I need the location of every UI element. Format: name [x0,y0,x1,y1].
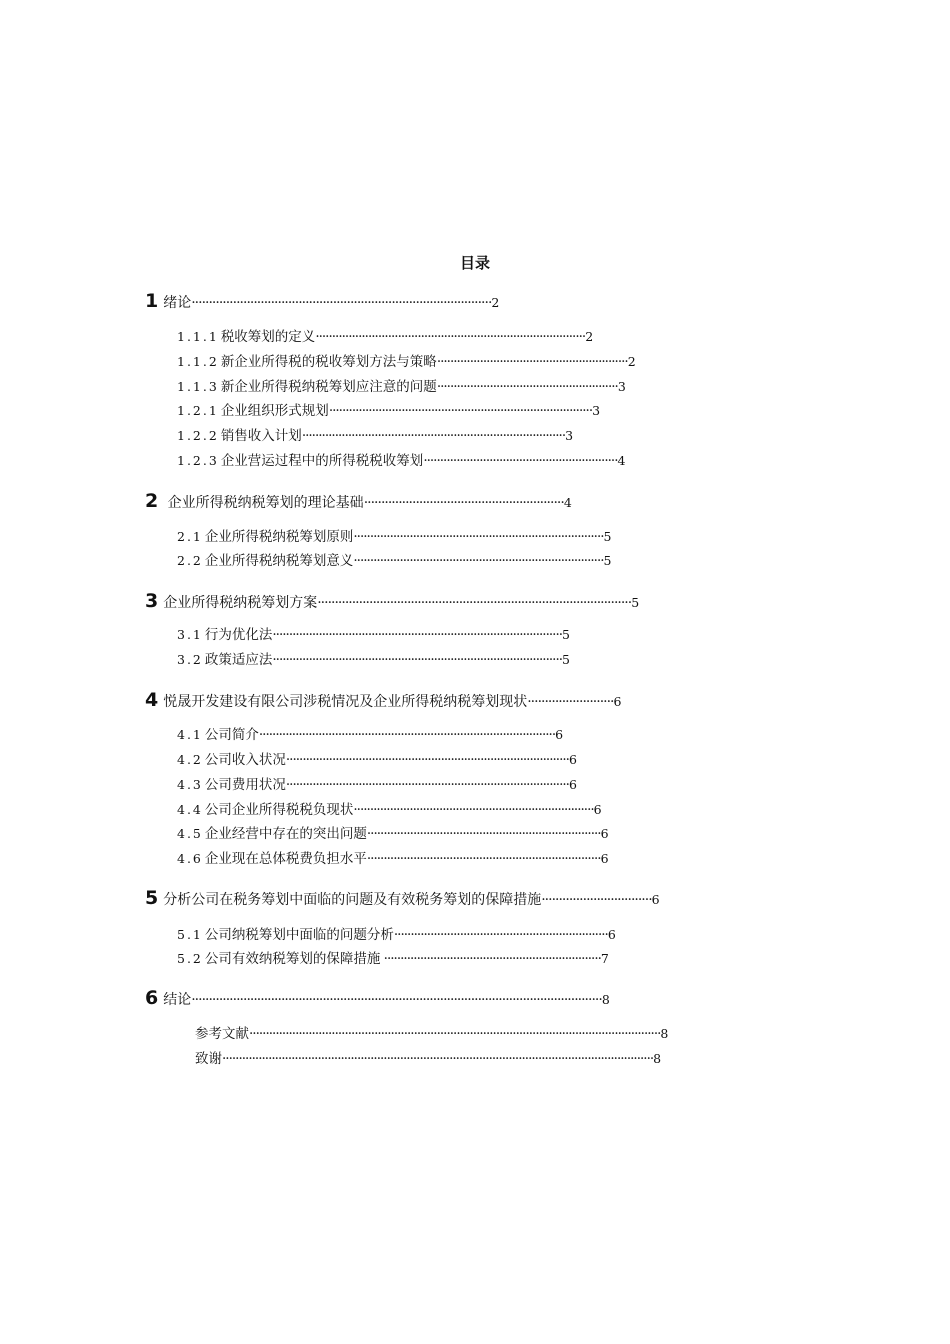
toc-leader-dots: ··························································································· [317,595,632,611]
toc-page-number: 6 [651,892,660,907]
toc-page-number: 5 [631,595,640,610]
toc-leader-dots: ······················································································ [285,752,569,768]
toc-leader-dots: ········································································· [353,802,594,818]
toc-entry-number: 4.2 [177,752,203,767]
toc-entry-label: 新企业所得税纳税筹划应注意的问题 [220,379,437,395]
toc-entry[interactable] [195,1023,668,1045]
toc-entry-number: 4 [145,689,159,711]
toc-chapter[interactable] [145,987,610,1009]
toc-entry-label: 政策适应法 [204,652,273,668]
toc-entry-label: 企业所得税纳税筹划方案 [163,595,318,611]
toc-entry[interactable] [177,624,570,646]
toc-entry-number: 6 [145,987,159,1009]
toc-entry-number: 3 [145,590,159,612]
toc-leader-dots: ································ [541,892,652,908]
toc-entry-number: 1 [145,290,159,312]
toc-entry-label: 分析公司在税务筹划中面临的问题及有效税务筹划的保障措施 [163,892,542,908]
toc-page-number: 3 [592,403,601,418]
toc-page-number: 4 [563,495,572,510]
toc-entry-label: 公司费用状况 [204,777,286,793]
toc-leader-dots: ························· [527,694,614,710]
toc-leader-dots: ······································································· [366,851,601,867]
toc-entry-label: 致谢 [195,1051,222,1067]
toc-entry-label: 企业组织形式规划 [220,403,329,419]
toc-leader-dots: ·························································································· [258,727,556,743]
toc-leader-dots: ············································································ [353,553,604,569]
toc-entry[interactable] [177,376,626,398]
toc-leader-dots: ······································································· [366,826,601,842]
toc-entry-number: 4.1 [177,727,203,742]
toc-entry[interactable] [177,799,602,821]
toc-page-number: 6 [613,694,622,709]
toc-entry-number: 4.5 [177,826,203,841]
toc-leader-dots: ·································································· [380,951,601,967]
toc-entry-label: 企业营运过程中的所得税税收筹划 [220,453,424,469]
toc-entry-number: 3.1 [177,627,203,642]
toc-entry[interactable] [177,649,570,671]
toc-entry-number: 1.2.2 [177,428,219,443]
toc-entry[interactable] [177,400,600,422]
toc-entry[interactable] [177,774,577,796]
toc-entry-number: 1.1.3 [177,379,219,394]
toc-entry[interactable] [177,848,609,870]
toc-leader-dots: ······················································································ [285,777,569,793]
toc-page-number: 8 [601,992,610,1007]
toc-entry[interactable] [177,526,611,548]
toc-entry-number: 3.2 [177,652,203,667]
toc-entry[interactable] [177,425,573,447]
toc-entry-number: 5.1 [177,927,203,942]
toc-entry[interactable] [177,924,616,946]
toc-chapter[interactable] [145,290,499,312]
toc-entry[interactable] [177,450,625,472]
toc-entry-label: 新企业所得税的税收筹划方法与策略 [220,354,437,370]
toc-entry-label: 结论 [163,992,192,1008]
toc-entry[interactable] [177,724,563,746]
toc-entry-label: 税收筹划的定义 [220,329,316,345]
toc-leader-dots: ············································································ [353,529,604,545]
toc-chapter[interactable] [145,689,621,711]
toc-entry-number: 1.2.1 [177,403,219,418]
toc-entry-label: 销售收入计划 [220,428,302,444]
toc-entry[interactable] [177,749,577,771]
toc-entry-label: 公司企业所得税税负现状 [204,802,354,818]
toc-entry-number: 5.2 [177,951,203,966]
toc-entry-label: 绪论 [163,295,192,311]
toc-page-number: 7 [600,951,609,966]
toc-leader-dots: ······················································································· [191,295,492,311]
toc-page-number: 5 [562,652,570,667]
toc-chapter[interactable] [145,490,572,512]
toc-entry-number: 4.4 [177,802,203,817]
toc-page-number: 2 [491,295,500,310]
toc-entry-label: 企业所得税纳税筹划的理论基础 [163,495,364,511]
toc-page-number: 2 [627,354,636,369]
toc-leader-dots: ······················································· [436,379,618,395]
toc-chapter[interactable] [145,590,639,612]
toc-page-number: 6 [568,752,577,767]
toc-entry[interactable] [177,351,636,373]
toc-page-number: 6 [593,802,602,817]
toc-entry-label: 企业现在总体税费负担水平 [204,851,367,867]
toc-entry-label: 公司收入状况 [204,752,286,768]
toc-leader-dots: ·························································· [436,354,628,370]
toc-entry[interactable] [177,823,609,845]
toc-entry[interactable] [177,550,611,572]
toc-page-number: 4 [617,453,626,468]
toc-page-number: 8 [653,1051,662,1066]
toc-entry-number: 1.1.1 [177,329,219,344]
toc-entry[interactable] [177,948,609,970]
toc-entry-number: 4.6 [177,851,203,866]
toc-entry[interactable] [195,1048,661,1070]
toc-entry-number: 5 [145,887,159,909]
toc-page-number: 6 [607,927,616,942]
toc-page-number: 3 [617,379,626,394]
toc-page-number: 6 [600,826,609,841]
toc-leader-dots: ·························································· [363,495,564,511]
toc-entry-label: 企业所得税纳税筹划意义 [204,553,354,569]
toc-leader-dots: ························································································ [272,627,563,643]
toc-leader-dots: ································································· [393,927,608,943]
toc-chapter[interactable] [145,887,660,909]
toc-entry-number: 1.2.3 [177,453,219,468]
toc-page-number: 2 [585,329,594,344]
toc-entry-label: 悦晟开发建设有限公司涉税情况及企业所得税纳税筹划现状 [163,694,528,710]
toc-entry-number: 2.1 [177,529,203,544]
toc-entry-number: 4.3 [177,777,203,792]
toc-page-number: 3 [565,428,574,443]
toc-leader-dots: ·················································································· [315,329,586,345]
toc-page-number: 5 [562,627,570,642]
toc-entry-number: 1.1.2 [177,354,219,369]
toc-page-number: 5 [603,553,612,568]
toc-entry-number: 2.2 [177,553,203,568]
toc-entry-label: 企业经营中存在的突出问题 [204,826,367,842]
toc-leader-dots: ······················································································································· [191,992,602,1008]
toc-entry-label: 公司有效纳税筹划的保障措施 [204,951,381,967]
toc-entry-label: 公司简介 [204,727,259,743]
toc-leader-dots: ················································································ [301,428,566,444]
toc-page-number: 6 [600,851,609,866]
toc-leader-dots: ··························································· [423,453,618,469]
toc-leader-dots: ····························································································································· [249,1026,661,1042]
toc-leader-dots: ················································································ [328,403,593,419]
toc-entry-label: 企业所得税纳税筹划原则 [204,529,354,545]
toc-entry-number: 2 [145,490,159,512]
toc-page-number: 8 [660,1026,669,1041]
toc-page-number: 6 [568,777,577,792]
toc-entry-label: 行为优化法 [204,627,273,643]
toc-page-number: 6 [555,727,564,742]
toc-entry-label: 公司纳税筹划中面临的问题分析 [204,927,394,943]
toc-title: 目录 [459,254,490,272]
toc-leader-dots: ··································································································································· [222,1051,654,1067]
toc-page-number: 5 [603,529,612,544]
toc-entry[interactable] [177,326,593,348]
toc-leader-dots: ························································································ [272,652,563,668]
toc-entry-label: 参考文献 [195,1026,249,1042]
